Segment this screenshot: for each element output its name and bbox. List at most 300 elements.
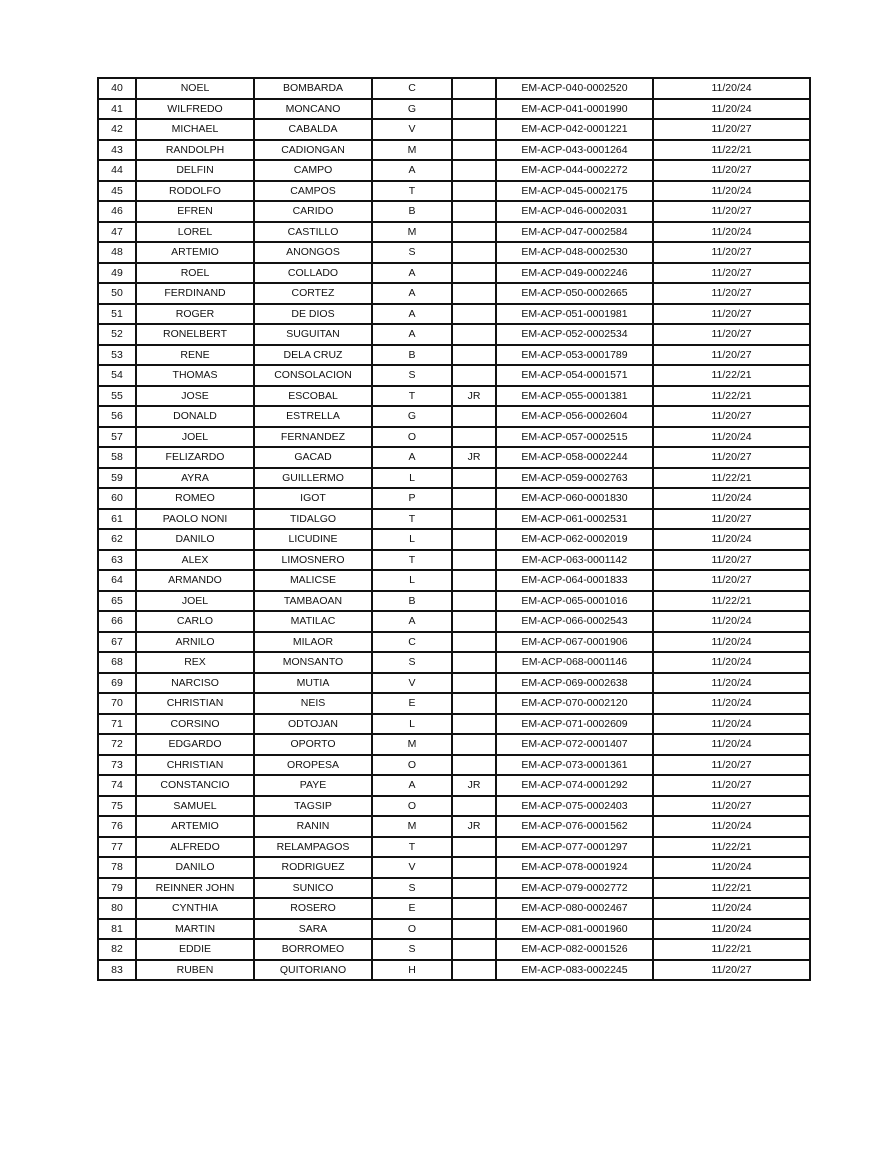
validity-date-cell: 11/20/24 [653, 181, 810, 202]
last-name-cell: SUGUITAN [254, 324, 372, 345]
validity-date-cell: 11/20/27 [653, 242, 810, 263]
table-row [98, 365, 810, 386]
certificate-number-cell: EM-ACP-057-0002515 [496, 427, 653, 448]
certificate-number-cell: EM-ACP-044-0002272 [496, 160, 653, 181]
row-number-cell: 55 [98, 386, 136, 407]
validity-date-cell: 11/20/24 [653, 78, 810, 99]
table-row [98, 160, 810, 181]
roster-table [97, 77, 811, 981]
validity-date-cell: 11/20/24 [653, 611, 810, 632]
middle-initial-cell: A [372, 304, 452, 325]
first-name-cell: RUBEN [136, 960, 254, 981]
table-row [98, 570, 810, 591]
certificate-number-cell: EM-ACP-050-0002665 [496, 283, 653, 304]
validity-date-cell: 11/20/27 [653, 119, 810, 140]
certificate-number-cell: EM-ACP-065-0001016 [496, 591, 653, 612]
validity-date-cell: 11/20/24 [653, 734, 810, 755]
last-name-cell: LIMOSNERO [254, 550, 372, 571]
validity-date-cell: 11/20/24 [653, 714, 810, 735]
certificate-number-cell: EM-ACP-073-0001361 [496, 755, 653, 776]
middle-initial-cell: V [372, 119, 452, 140]
middle-initial-cell: G [372, 406, 452, 427]
suffix-cell [452, 919, 496, 940]
middle-initial-cell: M [372, 140, 452, 161]
table-row [98, 222, 810, 243]
validity-date-cell: 11/22/21 [653, 939, 810, 960]
middle-initial-cell: L [372, 468, 452, 489]
validity-date-cell: 11/20/27 [653, 570, 810, 591]
validity-date-cell: 11/20/27 [653, 345, 810, 366]
middle-initial-cell: M [372, 734, 452, 755]
middle-initial-cell: O [372, 427, 452, 448]
certificate-number-cell: EM-ACP-076-0001562 [496, 816, 653, 837]
row-number-cell: 44 [98, 160, 136, 181]
row-number-cell: 47 [98, 222, 136, 243]
certificate-number-cell: EM-ACP-045-0002175 [496, 181, 653, 202]
last-name-cell: MATILAC [254, 611, 372, 632]
certificate-number-cell: EM-ACP-063-0001142 [496, 550, 653, 571]
certificate-number-cell: EM-ACP-040-0002520 [496, 78, 653, 99]
suffix-cell [452, 898, 496, 919]
row-number-cell: 41 [98, 99, 136, 120]
last-name-cell: MILAOR [254, 632, 372, 653]
first-name-cell: RONELBERT [136, 324, 254, 345]
row-number-cell: 69 [98, 673, 136, 694]
validity-date-cell: 11/20/27 [653, 160, 810, 181]
last-name-cell: MUTIA [254, 673, 372, 694]
table-row [98, 673, 810, 694]
validity-date-cell: 11/20/24 [653, 857, 810, 878]
row-number-cell: 83 [98, 960, 136, 981]
validity-date-cell: 11/20/27 [653, 263, 810, 284]
row-number-cell: 50 [98, 283, 136, 304]
document-page [97, 77, 809, 981]
certificate-number-cell: EM-ACP-060-0001830 [496, 488, 653, 509]
certificate-number-cell: EM-ACP-047-0002584 [496, 222, 653, 243]
first-name-cell: JOEL [136, 427, 254, 448]
first-name-cell: DONALD [136, 406, 254, 427]
row-number-cell: 61 [98, 509, 136, 530]
row-number-cell: 51 [98, 304, 136, 325]
suffix-cell [452, 427, 496, 448]
first-name-cell: JOSE [136, 386, 254, 407]
suffix-cell [452, 652, 496, 673]
certificate-number-cell: EM-ACP-081-0001960 [496, 919, 653, 940]
validity-date-cell: 11/20/27 [653, 775, 810, 796]
middle-initial-cell: C [372, 632, 452, 653]
table-row [98, 201, 810, 222]
first-name-cell: ARNILO [136, 632, 254, 653]
certificate-number-cell: EM-ACP-082-0001526 [496, 939, 653, 960]
suffix-cell: JR [452, 775, 496, 796]
certificate-number-cell: EM-ACP-077-0001297 [496, 837, 653, 858]
row-number-cell: 78 [98, 857, 136, 878]
row-number-cell: 65 [98, 591, 136, 612]
certificate-number-cell: EM-ACP-072-0001407 [496, 734, 653, 755]
middle-initial-cell: L [372, 570, 452, 591]
row-number-cell: 68 [98, 652, 136, 673]
last-name-cell: BORROMEO [254, 939, 372, 960]
last-name-cell: ESCOBAL [254, 386, 372, 407]
certificate-number-cell: EM-ACP-074-0001292 [496, 775, 653, 796]
certificate-number-cell: EM-ACP-071-0002609 [496, 714, 653, 735]
validity-date-cell: 11/20/27 [653, 406, 810, 427]
middle-initial-cell: E [372, 693, 452, 714]
middle-initial-cell: L [372, 529, 452, 550]
row-number-cell: 75 [98, 796, 136, 817]
validity-date-cell: 11/22/21 [653, 365, 810, 386]
middle-initial-cell: S [372, 365, 452, 386]
last-name-cell: MONCANO [254, 99, 372, 120]
first-name-cell: EDDIE [136, 939, 254, 960]
last-name-cell: CARIDO [254, 201, 372, 222]
table-row [98, 857, 810, 878]
certificate-number-cell: EM-ACP-054-0001571 [496, 365, 653, 386]
first-name-cell: ARMANDO [136, 570, 254, 591]
suffix-cell: JR [452, 447, 496, 468]
certificate-number-cell: EM-ACP-058-0002244 [496, 447, 653, 468]
certificate-number-cell: EM-ACP-061-0002531 [496, 509, 653, 530]
suffix-cell [452, 693, 496, 714]
suffix-cell [452, 140, 496, 161]
last-name-cell: RODRIGUEZ [254, 857, 372, 878]
table-row [98, 181, 810, 202]
last-name-cell: CABALDA [254, 119, 372, 140]
suffix-cell [452, 837, 496, 858]
validity-date-cell: 11/20/27 [653, 324, 810, 345]
validity-date-cell: 11/22/21 [653, 591, 810, 612]
last-name-cell: SARA [254, 919, 372, 940]
middle-initial-cell: E [372, 898, 452, 919]
suffix-cell [452, 611, 496, 632]
validity-date-cell: 11/20/24 [653, 919, 810, 940]
certificate-number-cell: EM-ACP-053-0001789 [496, 345, 653, 366]
middle-initial-cell: C [372, 78, 452, 99]
validity-date-cell: 11/20/27 [653, 796, 810, 817]
last-name-cell: ODTOJAN [254, 714, 372, 735]
middle-initial-cell: S [372, 652, 452, 673]
first-name-cell: PAOLO NONI [136, 509, 254, 530]
table-row [98, 837, 810, 858]
row-number-cell: 66 [98, 611, 136, 632]
roster-body [98, 78, 810, 980]
suffix-cell [452, 796, 496, 817]
certificate-number-cell: EM-ACP-042-0001221 [496, 119, 653, 140]
last-name-cell: PAYE [254, 775, 372, 796]
table-row [98, 775, 810, 796]
last-name-cell: TAGSIP [254, 796, 372, 817]
last-name-cell: GUILLERMO [254, 468, 372, 489]
validity-date-cell: 11/20/24 [653, 898, 810, 919]
suffix-cell [452, 632, 496, 653]
validity-date-cell: 11/20/27 [653, 755, 810, 776]
first-name-cell: LOREL [136, 222, 254, 243]
middle-initial-cell: T [372, 550, 452, 571]
suffix-cell [452, 99, 496, 120]
suffix-cell [452, 509, 496, 530]
validity-date-cell: 11/20/27 [653, 304, 810, 325]
last-name-cell: BOMBARDA [254, 78, 372, 99]
validity-date-cell: 11/20/24 [653, 693, 810, 714]
middle-initial-cell: A [372, 775, 452, 796]
table-row [98, 878, 810, 899]
validity-date-cell: 11/20/27 [653, 550, 810, 571]
last-name-cell: CAMPOS [254, 181, 372, 202]
row-number-cell: 70 [98, 693, 136, 714]
first-name-cell: ROEL [136, 263, 254, 284]
certificate-number-cell: EM-ACP-064-0001833 [496, 570, 653, 591]
suffix-cell [452, 365, 496, 386]
certificate-number-cell: EM-ACP-051-0001981 [496, 304, 653, 325]
suffix-cell [452, 755, 496, 776]
row-number-cell: 53 [98, 345, 136, 366]
table-row [98, 734, 810, 755]
last-name-cell: ANONGOS [254, 242, 372, 263]
last-name-cell: CAMPO [254, 160, 372, 181]
last-name-cell: MONSANTO [254, 652, 372, 673]
validity-date-cell: 11/20/24 [653, 673, 810, 694]
first-name-cell: CYNTHIA [136, 898, 254, 919]
middle-initial-cell: S [372, 939, 452, 960]
suffix-cell [452, 529, 496, 550]
last-name-cell: NEIS [254, 693, 372, 714]
certificate-number-cell: EM-ACP-070-0002120 [496, 693, 653, 714]
first-name-cell: DANILO [136, 857, 254, 878]
last-name-cell: FERNANDEZ [254, 427, 372, 448]
middle-initial-cell: G [372, 99, 452, 120]
first-name-cell: MARTIN [136, 919, 254, 940]
first-name-cell: MICHAEL [136, 119, 254, 140]
row-number-cell: 58 [98, 447, 136, 468]
certificate-number-cell: EM-ACP-055-0001381 [496, 386, 653, 407]
table-row [98, 119, 810, 140]
suffix-cell: JR [452, 386, 496, 407]
validity-date-cell: 11/22/21 [653, 837, 810, 858]
certificate-number-cell: EM-ACP-052-0002534 [496, 324, 653, 345]
row-number-cell: 71 [98, 714, 136, 735]
table-row [98, 406, 810, 427]
table-row [98, 386, 810, 407]
table-row [98, 960, 810, 981]
middle-initial-cell: M [372, 222, 452, 243]
middle-initial-cell: A [372, 283, 452, 304]
middle-initial-cell: A [372, 263, 452, 284]
row-number-cell: 56 [98, 406, 136, 427]
last-name-cell: DE DIOS [254, 304, 372, 325]
suffix-cell [452, 324, 496, 345]
suffix-cell [452, 304, 496, 325]
table-row [98, 304, 810, 325]
first-name-cell: ARTEMIO [136, 242, 254, 263]
middle-initial-cell: S [372, 242, 452, 263]
first-name-cell: DELFIN [136, 160, 254, 181]
last-name-cell: ESTRELLA [254, 406, 372, 427]
first-name-cell: DANILO [136, 529, 254, 550]
certificate-number-cell: EM-ACP-078-0001924 [496, 857, 653, 878]
table-row [98, 755, 810, 776]
middle-initial-cell: V [372, 857, 452, 878]
suffix-cell [452, 734, 496, 755]
validity-date-cell: 11/20/24 [653, 488, 810, 509]
last-name-cell: MALICSE [254, 570, 372, 591]
middle-initial-cell: A [372, 324, 452, 345]
certificate-number-cell: EM-ACP-066-0002543 [496, 611, 653, 632]
validity-date-cell: 11/20/24 [653, 99, 810, 120]
certificate-number-cell: EM-ACP-069-0002638 [496, 673, 653, 694]
table-row [98, 324, 810, 345]
table-row [98, 468, 810, 489]
suffix-cell [452, 550, 496, 571]
validity-date-cell: 11/20/24 [653, 652, 810, 673]
table-row [98, 550, 810, 571]
middle-initial-cell: T [372, 509, 452, 530]
table-row [98, 714, 810, 735]
last-name-cell: GACAD [254, 447, 372, 468]
table-row [98, 816, 810, 837]
table-row [98, 898, 810, 919]
validity-date-cell: 11/20/24 [653, 222, 810, 243]
last-name-cell: CASTILLO [254, 222, 372, 243]
first-name-cell: ROGER [136, 304, 254, 325]
table-row [98, 509, 810, 530]
suffix-cell [452, 939, 496, 960]
first-name-cell: CORSINO [136, 714, 254, 735]
suffix-cell [452, 406, 496, 427]
last-name-cell: OROPESA [254, 755, 372, 776]
middle-initial-cell: L [372, 714, 452, 735]
table-row [98, 78, 810, 99]
row-number-cell: 73 [98, 755, 136, 776]
table-row [98, 796, 810, 817]
table-row [98, 427, 810, 448]
first-name-cell: CONSTANCIO [136, 775, 254, 796]
middle-initial-cell: O [372, 755, 452, 776]
validity-date-cell: 11/22/21 [653, 386, 810, 407]
last-name-cell: CORTEZ [254, 283, 372, 304]
suffix-cell [452, 591, 496, 612]
row-number-cell: 80 [98, 898, 136, 919]
certificate-number-cell: EM-ACP-080-0002467 [496, 898, 653, 919]
middle-initial-cell: M [372, 816, 452, 837]
table-row [98, 345, 810, 366]
row-number-cell: 77 [98, 837, 136, 858]
table-row [98, 488, 810, 509]
first-name-cell: CHRISTIAN [136, 693, 254, 714]
table-row [98, 939, 810, 960]
middle-initial-cell: O [372, 919, 452, 940]
row-number-cell: 60 [98, 488, 136, 509]
row-number-cell: 76 [98, 816, 136, 837]
first-name-cell: THOMAS [136, 365, 254, 386]
row-number-cell: 67 [98, 632, 136, 653]
middle-initial-cell: O [372, 796, 452, 817]
row-number-cell: 82 [98, 939, 136, 960]
certificate-number-cell: EM-ACP-068-0001146 [496, 652, 653, 673]
certificate-number-cell: EM-ACP-043-0001264 [496, 140, 653, 161]
last-name-cell: ROSERO [254, 898, 372, 919]
first-name-cell: REINNER JOHN [136, 878, 254, 899]
validity-date-cell: 11/20/27 [653, 201, 810, 222]
first-name-cell: FELIZARDO [136, 447, 254, 468]
certificate-number-cell: EM-ACP-048-0002530 [496, 242, 653, 263]
table-row [98, 140, 810, 161]
last-name-cell: CONSOLACION [254, 365, 372, 386]
validity-date-cell: 11/20/27 [653, 283, 810, 304]
suffix-cell [452, 201, 496, 222]
suffix-cell [452, 570, 496, 591]
table-row [98, 529, 810, 550]
certificate-number-cell: EM-ACP-079-0002772 [496, 878, 653, 899]
row-number-cell: 46 [98, 201, 136, 222]
certificate-number-cell: EM-ACP-062-0002019 [496, 529, 653, 550]
first-name-cell: RENE [136, 345, 254, 366]
middle-initial-cell: B [372, 591, 452, 612]
first-name-cell: REX [136, 652, 254, 673]
first-name-cell: EDGARDO [136, 734, 254, 755]
row-number-cell: 42 [98, 119, 136, 140]
last-name-cell: COLLADO [254, 263, 372, 284]
suffix-cell [452, 181, 496, 202]
suffix-cell [452, 345, 496, 366]
first-name-cell: ALFREDO [136, 837, 254, 858]
middle-initial-cell: A [372, 611, 452, 632]
suffix-cell [452, 78, 496, 99]
table-row [98, 242, 810, 263]
last-name-cell: SUNICO [254, 878, 372, 899]
validity-date-cell: 11/20/24 [653, 816, 810, 837]
row-number-cell: 74 [98, 775, 136, 796]
row-number-cell: 43 [98, 140, 136, 161]
middle-initial-cell: A [372, 160, 452, 181]
validity-date-cell: 11/20/27 [653, 960, 810, 981]
validity-date-cell: 11/22/21 [653, 140, 810, 161]
validity-date-cell: 11/20/24 [653, 427, 810, 448]
first-name-cell: CHRISTIAN [136, 755, 254, 776]
row-number-cell: 49 [98, 263, 136, 284]
first-name-cell: ARTEMIO [136, 816, 254, 837]
row-number-cell: 52 [98, 324, 136, 345]
last-name-cell: QUITORIANO [254, 960, 372, 981]
row-number-cell: 79 [98, 878, 136, 899]
certificate-number-cell: EM-ACP-067-0001906 [496, 632, 653, 653]
suffix-cell [452, 119, 496, 140]
middle-initial-cell: B [372, 201, 452, 222]
suffix-cell [452, 960, 496, 981]
suffix-cell [452, 714, 496, 735]
middle-initial-cell: A [372, 447, 452, 468]
validity-date-cell: 11/22/21 [653, 468, 810, 489]
first-name-cell: AYRA [136, 468, 254, 489]
last-name-cell: TIDALGO [254, 509, 372, 530]
row-number-cell: 40 [98, 78, 136, 99]
row-number-cell: 62 [98, 529, 136, 550]
row-number-cell: 57 [98, 427, 136, 448]
first-name-cell: ROMEO [136, 488, 254, 509]
suffix-cell [452, 263, 496, 284]
table-row [98, 919, 810, 940]
suffix-cell [452, 160, 496, 181]
validity-date-cell: 11/20/24 [653, 632, 810, 653]
middle-initial-cell: T [372, 837, 452, 858]
row-number-cell: 72 [98, 734, 136, 755]
table-row [98, 447, 810, 468]
suffix-cell [452, 857, 496, 878]
middle-initial-cell: T [372, 181, 452, 202]
table-row [98, 591, 810, 612]
row-number-cell: 54 [98, 365, 136, 386]
suffix-cell [452, 283, 496, 304]
first-name-cell: RANDOLPH [136, 140, 254, 161]
